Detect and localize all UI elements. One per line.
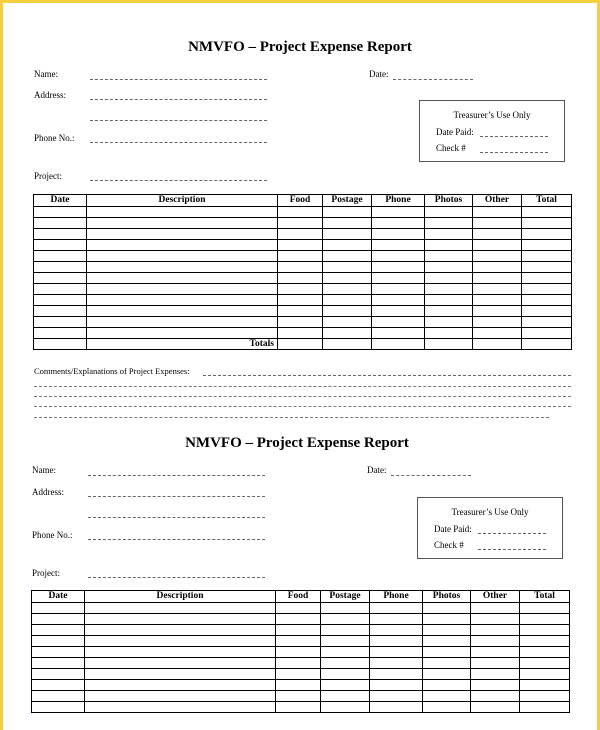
table-cell[interactable] [425, 207, 473, 218]
table-cell[interactable] [321, 669, 370, 680]
table-cell[interactable] [372, 218, 425, 229]
table-cell[interactable] [370, 636, 423, 647]
table-cell[interactable] [87, 328, 278, 339]
table-cell[interactable] [34, 207, 87, 218]
table-cell[interactable] [471, 625, 520, 636]
form-title: NMVFO – Project Expense Report [188, 39, 412, 55]
table-cell[interactable] [278, 317, 323, 328]
table-cell[interactable] [522, 273, 572, 284]
table-cell[interactable] [370, 691, 423, 702]
table-cell[interactable] [323, 317, 372, 328]
date-label: Date: [369, 69, 389, 79]
table-cell[interactable] [520, 658, 570, 669]
table-cell[interactable] [278, 240, 323, 251]
column-header: Description [87, 195, 278, 207]
table-header-row [32, 591, 570, 603]
table-cell[interactable] [522, 262, 572, 273]
table-cell[interactable] [372, 251, 425, 262]
date-paid-line[interactable] [478, 533, 546, 534]
table-cell[interactable] [321, 691, 370, 702]
table-cell[interactable] [323, 251, 372, 262]
table-cell[interactable] [425, 328, 473, 339]
table-cell[interactable] [425, 295, 473, 306]
table-cell[interactable] [471, 669, 520, 680]
table-header-row [34, 195, 572, 207]
table-cell[interactable] [522, 207, 572, 218]
name-label: Name: [34, 69, 58, 79]
table-cell[interactable] [321, 647, 370, 658]
table-row [32, 625, 570, 636]
table-cell[interactable] [278, 207, 323, 218]
table-cell[interactable] [423, 658, 471, 669]
table-cell[interactable] [87, 207, 278, 218]
table-cell[interactable] [32, 636, 85, 647]
table-cell[interactable] [85, 603, 276, 614]
table-row [34, 218, 572, 229]
table-cell[interactable] [276, 603, 321, 614]
table-cell[interactable] [276, 691, 321, 702]
table-cell[interactable] [278, 273, 323, 284]
table-cell[interactable] [473, 240, 522, 251]
table-cell[interactable] [471, 658, 520, 669]
project-label: Project: [32, 568, 60, 578]
table-cell[interactable] [471, 636, 520, 647]
table-cell[interactable] [278, 295, 323, 306]
table-cell[interactable] [522, 284, 572, 295]
phone-label: Phone No.: [32, 530, 73, 540]
table-cell[interactable] [278, 328, 323, 339]
column-header: Food [278, 195, 323, 207]
table-cell[interactable] [85, 669, 276, 680]
treasurer-box [419, 100, 565, 162]
column-header: Date [34, 195, 87, 207]
comments-line-2[interactable] [34, 396, 571, 397]
expense-table [33, 194, 572, 350]
table-row [34, 295, 572, 306]
table-cell[interactable] [321, 658, 370, 669]
table-cell[interactable] [471, 647, 520, 658]
table-cell[interactable] [370, 614, 423, 625]
table-cell[interactable] [34, 262, 87, 273]
table-row [32, 647, 570, 658]
treasurer-heading: Treasurer’s Use Only [451, 507, 529, 517]
totals-cell[interactable] [323, 339, 372, 350]
column-header: Food [276, 591, 321, 603]
table-cell[interactable] [34, 273, 87, 284]
table-cell[interactable] [85, 658, 276, 669]
table-cell[interactable] [471, 680, 520, 691]
name-label: Name: [32, 465, 56, 475]
table-cell[interactable] [85, 702, 276, 713]
table-cell[interactable] [321, 603, 370, 614]
address-label: Address: [32, 487, 64, 497]
totals-cell[interactable] [473, 339, 522, 350]
address-field-line-1[interactable] [88, 496, 265, 497]
name-field-line[interactable] [90, 79, 267, 80]
table-cell[interactable] [473, 207, 522, 218]
table-row [34, 284, 572, 295]
table-cell[interactable] [276, 614, 321, 625]
table-cell[interactable] [321, 636, 370, 647]
table-cell[interactable] [370, 702, 423, 713]
table-row [32, 702, 570, 713]
table-cell[interactable] [520, 647, 570, 658]
table-row [32, 603, 570, 614]
table-cell[interactable] [34, 240, 87, 251]
table-cell[interactable] [32, 603, 85, 614]
table-cell[interactable] [323, 229, 372, 240]
table-cell[interactable] [85, 680, 276, 691]
table-cell[interactable] [87, 240, 278, 251]
table-cell[interactable] [321, 702, 370, 713]
date-paid-label: Date Paid: [434, 524, 472, 534]
table-body [34, 207, 572, 339]
project-field-line[interactable] [88, 577, 265, 578]
table-cell[interactable] [323, 207, 372, 218]
project-field-line[interactable] [90, 180, 267, 181]
table-cell[interactable] [520, 680, 570, 691]
table-cell[interactable] [321, 680, 370, 691]
comments-line-3[interactable] [34, 406, 571, 407]
table-cell[interactable] [370, 625, 423, 636]
table-cell[interactable] [87, 284, 278, 295]
table-cell[interactable] [425, 273, 473, 284]
address-field-line-2[interactable] [90, 120, 267, 121]
table-cell[interactable] [32, 669, 85, 680]
column-header: Photos [423, 591, 471, 603]
table-cell[interactable] [522, 229, 572, 240]
table-cell[interactable] [370, 603, 423, 614]
address-field-line-1[interactable] [90, 99, 267, 100]
table-cell[interactable] [321, 614, 370, 625]
table-cell[interactable] [276, 702, 321, 713]
table-cell[interactable] [323, 218, 372, 229]
table-cell[interactable] [85, 691, 276, 702]
table-cell[interactable] [32, 647, 85, 658]
table-cell[interactable] [87, 273, 278, 284]
address-field-line-2[interactable] [88, 517, 265, 518]
table-cell[interactable] [425, 240, 473, 251]
table-cell[interactable] [372, 317, 425, 328]
table-cell[interactable] [473, 218, 522, 229]
totals-cell[interactable] [425, 339, 473, 350]
table-cell[interactable] [471, 691, 520, 702]
table-cell[interactable] [85, 625, 276, 636]
table-cell[interactable] [370, 647, 423, 658]
totals-cell[interactable] [522, 339, 572, 350]
table-cell[interactable] [522, 328, 572, 339]
table-cell[interactable] [32, 614, 85, 625]
table-cell[interactable] [85, 636, 276, 647]
table-cell[interactable] [323, 295, 372, 306]
table-row [34, 262, 572, 273]
table-cell[interactable] [34, 317, 87, 328]
table-cell[interactable] [278, 284, 323, 295]
date-label: Date: [367, 465, 387, 475]
table-cell[interactable] [32, 680, 85, 691]
name-field-line[interactable] [88, 475, 265, 476]
table-row [32, 658, 570, 669]
table-cell[interactable] [278, 229, 323, 240]
table-cell[interactable] [372, 273, 425, 284]
table-cell[interactable] [87, 262, 278, 273]
table-cell[interactable] [425, 251, 473, 262]
table-cell[interactable] [32, 702, 85, 713]
column-header: Total [520, 591, 570, 603]
table-cell[interactable] [473, 229, 522, 240]
comments-line-0[interactable] [203, 375, 571, 376]
table-cell[interactable] [372, 207, 425, 218]
column-header: Total [522, 195, 572, 207]
table-cell[interactable] [34, 218, 87, 229]
table-cell[interactable] [323, 240, 372, 251]
check-line[interactable] [480, 152, 548, 153]
column-header: Other [471, 591, 520, 603]
table-cell[interactable] [473, 328, 522, 339]
table-cell[interactable] [278, 218, 323, 229]
table-cell[interactable] [34, 229, 87, 240]
table-cell[interactable] [425, 229, 473, 240]
column-header: Phone [370, 591, 423, 603]
table-cell[interactable] [276, 625, 321, 636]
table-cell[interactable] [34, 284, 87, 295]
table-cell[interactable] [423, 603, 471, 614]
table-cell[interactable] [425, 218, 473, 229]
table-cell[interactable] [522, 317, 572, 328]
totals-label: Totals [87, 339, 278, 350]
table-cell[interactable] [423, 702, 471, 713]
table-cell[interactable] [372, 295, 425, 306]
column-header: Photos [425, 195, 473, 207]
comments-label: Comments/Explanations of Project Expenses: [34, 366, 190, 376]
table-cell[interactable] [372, 262, 425, 273]
table-cell[interactable] [87, 295, 278, 306]
table-cell[interactable] [87, 251, 278, 262]
table-cell[interactable] [423, 636, 471, 647]
table-cell[interactable] [372, 240, 425, 251]
totals-cell[interactable] [372, 339, 425, 350]
table-cell[interactable] [423, 691, 471, 702]
table-cell[interactable] [423, 680, 471, 691]
table-cell[interactable] [87, 218, 278, 229]
column-header: Postage [321, 591, 370, 603]
table-row [34, 328, 572, 339]
table-cell[interactable] [370, 658, 423, 669]
table-cell[interactable] [522, 295, 572, 306]
table-cell[interactable] [276, 669, 321, 680]
table-cell[interactable] [34, 306, 87, 317]
check-line[interactable] [478, 549, 546, 550]
comments-line-1[interactable] [34, 386, 571, 387]
date-field-line[interactable] [391, 475, 471, 476]
column-header: Phone [372, 195, 425, 207]
table-cell[interactable] [425, 262, 473, 273]
table-cell[interactable] [425, 317, 473, 328]
table-cell[interactable] [423, 614, 471, 625]
table-row [32, 691, 570, 702]
table-row [34, 306, 572, 317]
date-paid-line[interactable] [480, 136, 548, 137]
table-cell[interactable] [278, 251, 323, 262]
table-cell[interactable] [323, 284, 372, 295]
table-cell[interactable] [370, 680, 423, 691]
table-cell[interactable] [276, 647, 321, 658]
table-cell[interactable] [276, 636, 321, 647]
table-row [32, 680, 570, 691]
table-cell[interactable] [471, 614, 520, 625]
table-cell[interactable] [87, 317, 278, 328]
table-cell[interactable] [423, 625, 471, 636]
totals-row [34, 339, 572, 350]
treasurer-box [417, 497, 563, 559]
form-title: NMVFO – Project Expense Report [185, 435, 409, 451]
table-row [32, 614, 570, 625]
table-cell[interactable] [321, 625, 370, 636]
table-cell[interactable] [323, 273, 372, 284]
table-cell[interactable] [323, 262, 372, 273]
table-cell[interactable] [473, 295, 522, 306]
table-cell[interactable] [473, 251, 522, 262]
table-row [34, 251, 572, 262]
table-row [32, 636, 570, 647]
table-cell[interactable] [423, 647, 471, 658]
table-cell[interactable] [278, 262, 323, 273]
table-cell[interactable] [276, 680, 321, 691]
phone-field-line[interactable] [90, 142, 267, 143]
column-header: Description [85, 591, 276, 603]
table-cell[interactable] [87, 306, 278, 317]
table-cell[interactable] [522, 251, 572, 262]
table-cell[interactable] [520, 702, 570, 713]
expense-table [31, 590, 570, 713]
table-cell[interactable] [87, 229, 278, 240]
table-cell[interactable] [522, 306, 572, 317]
table-cell[interactable] [323, 328, 372, 339]
table-cell[interactable] [423, 669, 471, 680]
table-cell[interactable] [520, 603, 570, 614]
table-cell[interactable] [85, 647, 276, 658]
table-cell[interactable] [520, 614, 570, 625]
table-cell[interactable] [425, 284, 473, 295]
date-paid-label: Date Paid: [436, 127, 474, 137]
column-header: Other [473, 195, 522, 207]
totals-cell[interactable] [278, 339, 323, 350]
address-label: Address: [34, 90, 66, 100]
date-field-line[interactable] [393, 79, 473, 80]
table-body [32, 603, 570, 713]
table-cell[interactable] [520, 636, 570, 647]
phone-field-line[interactable] [88, 539, 265, 540]
table-cell[interactable] [471, 603, 520, 614]
table-cell[interactable] [522, 240, 572, 251]
table-cell[interactable] [276, 658, 321, 669]
check-label: Check # [434, 540, 464, 550]
table-cell[interactable] [520, 625, 570, 636]
table-cell[interactable] [372, 328, 425, 339]
table-cell[interactable] [522, 218, 572, 229]
table-row [34, 317, 572, 328]
phone-label: Phone No.: [34, 133, 75, 143]
table-row [32, 669, 570, 680]
table-cell[interactable] [425, 306, 473, 317]
table-cell[interactable] [34, 328, 87, 339]
project-label: Project: [34, 171, 62, 181]
table-cell[interactable] [85, 614, 276, 625]
table-row [34, 273, 572, 284]
table-cell[interactable] [473, 273, 522, 284]
table-cell[interactable] [473, 306, 522, 317]
table-row [34, 240, 572, 251]
table-cell[interactable] [520, 669, 570, 680]
table-cell[interactable] [473, 262, 522, 273]
column-header: Postage [323, 195, 372, 207]
table-cell[interactable] [473, 317, 522, 328]
table-cell[interactable] [372, 284, 425, 295]
document-page [3, 3, 597, 730]
table-row [34, 207, 572, 218]
column-header: Date [32, 591, 85, 603]
table-cell[interactable] [32, 691, 85, 702]
table-cell [34, 339, 87, 350]
table-cell[interactable] [520, 691, 570, 702]
table-cell[interactable] [471, 702, 520, 713]
table-cell[interactable] [278, 306, 323, 317]
table-cell[interactable] [34, 251, 87, 262]
table-row [34, 229, 572, 240]
check-label: Check # [436, 143, 466, 153]
table-cell[interactable] [473, 284, 522, 295]
table-cell[interactable] [372, 306, 425, 317]
table-cell[interactable] [370, 669, 423, 680]
comments-line-4[interactable] [34, 417, 549, 418]
treasurer-heading: Treasurer’s Use Only [453, 110, 531, 120]
table-cell[interactable] [32, 658, 85, 669]
table-cell[interactable] [372, 229, 425, 240]
table-cell[interactable] [34, 295, 87, 306]
table-cell[interactable] [32, 625, 85, 636]
table-cell[interactable] [323, 306, 372, 317]
